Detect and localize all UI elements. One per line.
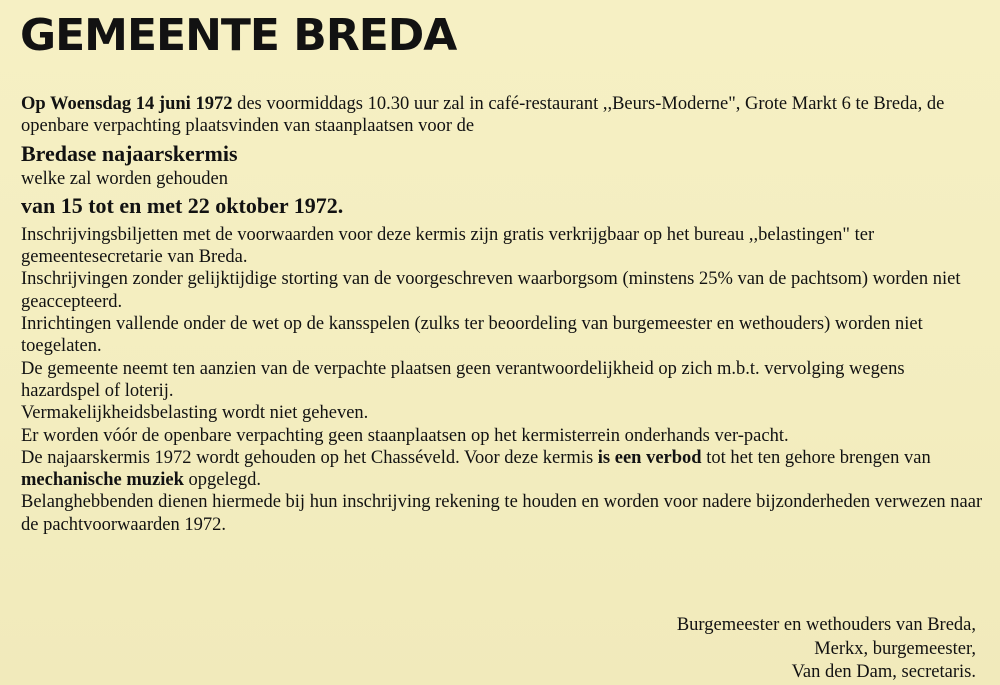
signature-line-mayor: Merkx, burgemeester, [814, 638, 976, 659]
kermis-name: Bredase najaarskermis [21, 140, 238, 166]
paragraph-forms: Inschrijvingsbiljetten met de voorwaarden voor deze kermis zijn gratis verkrijgbaar op het bureau ,,belastingen" ter gemeentesecretarie van Breda. [21, 224, 875, 268]
signature-line-secretary: Van den Dam, secretaris. [791, 662, 976, 682]
paragraph-liability: De gemeente neemt ten aanzien van de verpachte plaatsen geen verantwoordelijkheid op zich m.b.t. vervolging wegens hazardspel of loterij. [21, 358, 905, 401]
music-ban-emphasis-2: mechanische muziek [21, 470, 184, 491]
music-ban-text-a: De najaarskermis 1972 wordt gehouden op het Chasséveld. Voor deze kermis [21, 447, 598, 468]
paragraph-interested: Belanghebbenden dienen hiermede bij hun inschrijving rekening te houden en worden voor nadere bijzonderheden verwezen naar de pachtvoorwaarden 1972. [21, 492, 983, 535]
paragraph-gambling: Inrichtingen vallende onder de wet op de kansspelen (zulks ter beoordeling van burgemeester en wethouders) worden niet toegelaten. [21, 314, 923, 357]
paragraph-deposit: Inschrijvingen zonder gelijktijdige storting van de voorgeschreven waarborgsom (minstens 25% van de pachtsom) worden niet geaccepteerd. [21, 269, 961, 312]
paragraph-no-private: Er worden vóór de openbare verpachting geen staanplaatsen op het kermisterrein onderhands ver-pacht. [21, 425, 789, 446]
paragraph-music-ban [21, 447, 986, 492]
intro-paragraph [21, 93, 986, 138]
music-ban-text-e: opgelegd. [183, 470, 261, 491]
announcement-body [21, 93, 986, 536]
music-ban-text-c: tot het ten gehore brengen van [701, 447, 931, 468]
intro-text: des voormiddags 10.30 uur zal in café-restaurant ,,Beurs-Moderne", Grote Markt 6 te Breda, de openbare verpachting plaatsvinden van staanplaatsen voor de [21, 94, 945, 137]
paragraph-tax: Vermakelijkheidsbelasting wordt niet geheven. [21, 403, 369, 424]
signature-line-council: Burgemeester en wethouders van Breda, [676, 615, 976, 635]
signature-block [677, 614, 976, 685]
music-ban-emphasis-1: is een verbod [597, 447, 702, 468]
held-text: welke zal worden gehouden [21, 168, 229, 189]
kermis-dates: van 15 tot en met 22 oktober 1972. [21, 192, 344, 218]
intro-date: Op Woensdag 14 juni 1972 [21, 94, 233, 114]
page-title: GEMEENTE BREDA [20, 10, 457, 61]
